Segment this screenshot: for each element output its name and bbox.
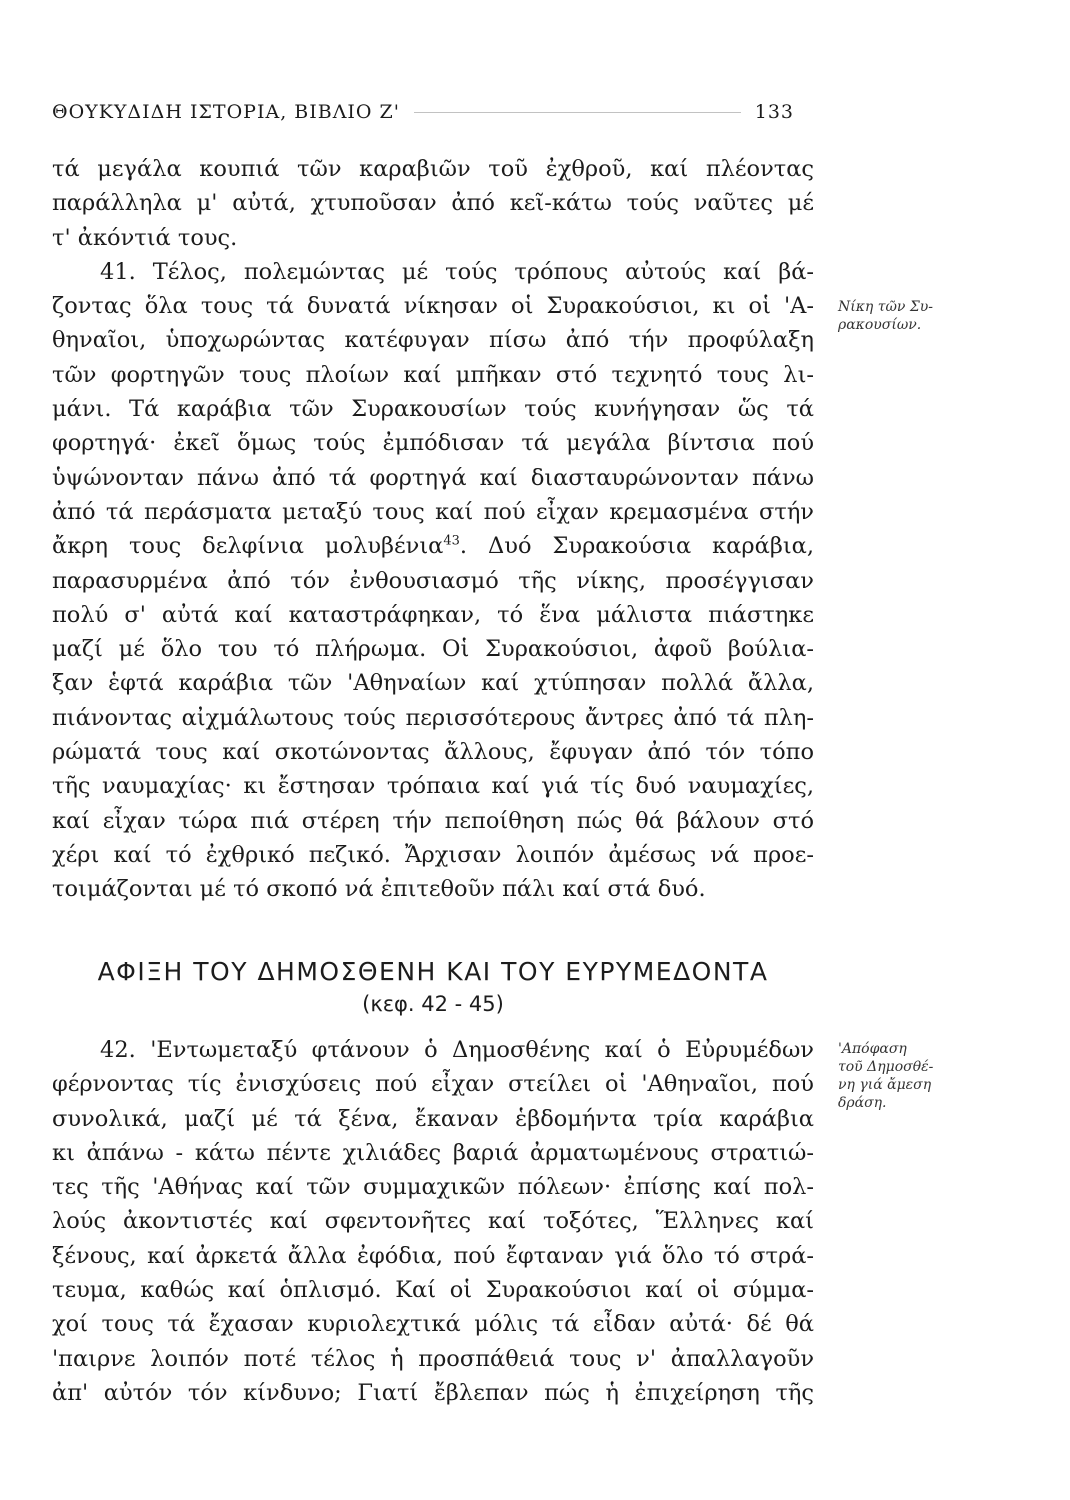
page-number: 133 xyxy=(754,101,794,123)
text-line: τῶν φορτηγῶν τους πλοίων καί μπῆκαν στό τεχνητό τους λι- xyxy=(52,361,814,388)
margin-note-victory xyxy=(838,298,988,334)
text-line: ρώματά τους καί σκοτώνοντας ἄλλους, ἔφυγαν ἀπό τόν τόπο xyxy=(52,739,814,766)
running-header-title: ΘΟΥΚΥΔΙΔΗ ΙΣΤΟΡΙΑ, ΒΙΒΛΙΟ Ζ' xyxy=(52,101,400,123)
text-line: ζοντας ὅλα τους τά δυνατά νίκησαν οἱ Συρακούσιοι, κι οἱ 'Α- xyxy=(52,293,814,320)
text-line: χοί τους τά ἔχασαν κυριολεχτικά μόλις τά εἶδαν αὐτά· δέ θά xyxy=(52,1311,814,1338)
text-line-head: ἄκρη τους δελφίνια μολυβένια xyxy=(52,533,444,560)
text-line: 41. Τέλος, πολεμώντας μέ τούς τρόπους αὐτούς καί βά- xyxy=(100,258,814,285)
text-line: φέρνοντας τίς ἐνισχύσεις πού εἶχαν στείλει οἱ 'Αθηναῖοι, πού xyxy=(52,1071,814,1098)
section-heading-subtitle: (κεφ. 42 - 45) xyxy=(362,992,504,1016)
text-line: 42. 'Εντωμεταξύ φτάνουν ὁ Δημοσθένης καί ὁ Εὐρυμέδων xyxy=(100,1037,814,1063)
text-line: συνολικά, μαζί μέ τά ξένα, ἔκαναν ἑβδομήντα τρία καράβια xyxy=(52,1105,814,1132)
text-line-with-footnote xyxy=(52,529,814,563)
text-line: τευμα, καθώς καί ὁπλισμό. Καί οἱ Συρακούσιοι καί οἱ σύμμα- xyxy=(52,1277,814,1304)
text-line: μαζί μέ ὅλο του τό πλήρωμα. Οἱ Συρακούσιοι, ἀφοῦ βούλια- xyxy=(52,636,814,663)
text-line: τοιμάζονται μέ τό σκοπό νά ἐπιτεθοῦν πάλι καί στά δυό. xyxy=(52,876,706,903)
text-line: ἀπό τά περάσματα μεταξύ τους καί πού εἶχαν κρεμασμένα στήν xyxy=(52,498,814,525)
margin-note-line: νη γιά ἄμεση xyxy=(838,1077,932,1093)
text-line: ξαν ἑφτά καράβια τῶν 'Αθηναίων καί χτύπησαν πολλά ἄλλα, xyxy=(52,670,814,697)
text-line: τ' ἀκόντιά τους. xyxy=(52,224,238,251)
margin-note-line: ρακουσίων. xyxy=(838,317,922,333)
text-line: 'παιρνε λοιπόν ποτέ τέλος ἡ προσπάθειά τους ν' ἀπαλλαγοῦν xyxy=(52,1345,814,1372)
margin-note-decision xyxy=(838,1040,988,1112)
chapter-41-text xyxy=(52,152,814,907)
running-header xyxy=(52,98,794,126)
footnote-marker[interactable]: 43 xyxy=(443,533,460,549)
text-line: ὑψώνονταν πάνω ἀπό τά φορτηγά καί διασταυρώνονταν πάνω xyxy=(52,464,814,491)
text-line: φορτηγά· ἐκεῖ ὅμως τούς ἐμπόδισαν τά μεγάλα βίντσια πού xyxy=(52,430,814,457)
text-line: χέρι καί τό ἐχθρικό πεζικό. Ἄρχισαν λοιπόν ἀμέσως νά προε- xyxy=(52,841,814,868)
margin-note-line: δράση. xyxy=(838,1095,887,1111)
section-heading-title: ΑΦΙΞΗ ΤΟΥ ΔΗΜΟΣΘΕΝΗ ΚΑΙ ΤΟΥ ΕΥΡΥΜΕΔΟΝΤΑ xyxy=(97,957,769,986)
text-line-tail: . Δυό Συρακούσια καράβια, xyxy=(459,533,814,560)
text-line: τες τῆς 'Αθήνας καί τῶν συμμαχικῶν πόλεων· ἐπίσης καί πολ- xyxy=(52,1174,814,1201)
text-line: μάνι. Τά καράβια τῶν Συρακουσίων τούς κυνήγησαν ὥς τά xyxy=(52,396,814,423)
text-line: τά μεγάλα κουπιά τῶν καραβιῶν τοῦ ἐχθροῦ, καί πλέοντας xyxy=(52,156,814,182)
section-heading xyxy=(52,955,814,1019)
text-line: παρασυρμένα ἀπό τόν ἐνθουσιασμό τῆς νίκης, προσέγγισαν xyxy=(52,567,814,594)
text-line: παράλληλα μ' αὐτά, χτυποῦσαν ἀπό κεῖ-κάτω τούς ναῦτες μέ xyxy=(52,190,814,217)
chapter-42-text xyxy=(52,1033,814,1410)
margin-note-line: Νίκη τῶν Συ- xyxy=(838,299,934,315)
text-line: ξένους, καί ἀρκετά ἄλλα ἐφόδια, πού ἔφταναν γιά ὅλο τό στρά- xyxy=(52,1242,814,1269)
text-line: πολύ σ' αὐτά καί καταστράφηκαν, τό ἕνα μάλιστα πιάστηκε xyxy=(52,601,814,628)
text-line: κι ἀπάνω - κάτω πέντε χιλιάδες βαριά ἀρματωμένους στρατιώ- xyxy=(52,1139,814,1166)
text-line: ἀπ' αὐτόν τόν κίνδυνο; Γιατί ἔβλεπαν πώς ἡ ἐπιχείρηση τῆς xyxy=(52,1379,814,1406)
text-line: θηναῖοι, ὑποχωρώντας κατέφυγαν πίσω ἀπό τήν προφύλαξη xyxy=(52,327,814,354)
margin-note-line: 'Απόφαση xyxy=(838,1041,907,1057)
text-line: τῆς ναυμαχίας· κι ἔστησαν τρόπαια καί γιά τίς δυό ναυμαχίες, xyxy=(52,773,814,800)
text-line: πιάνοντας αἰχμάλωτους τούς περισσότερους ἄντρες ἀπό τά πλη- xyxy=(52,704,814,731)
text-line: καί εἶχαν τώρα πιά στέρεη τήν πεποίθηση πώς θά βάλουν στό xyxy=(52,807,814,834)
margin-note-line: τοῦ Δημοσθέ- xyxy=(838,1059,934,1075)
header-rule xyxy=(414,112,741,113)
text-line: λούς ἀκοντιστές καί σφεντονῆτες καί τοξότες, Ἕλληνες καί xyxy=(52,1208,814,1235)
